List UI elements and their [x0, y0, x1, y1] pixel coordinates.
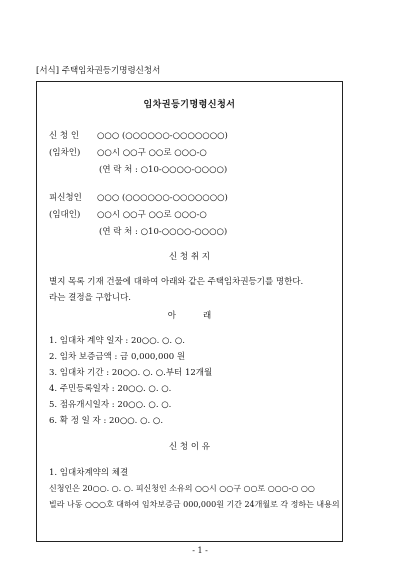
respondent-address: ○○시 ○○구 ○○로 ○○○-○ [97, 210, 207, 220]
applicant-role: (임차인) [49, 148, 81, 158]
list-item: 5. 점유개시일자 : 20○○. ○. ○. [49, 400, 172, 410]
applicant-contact: (연 락 처 : ○10-○○○○-○○○○) [99, 165, 228, 175]
purpose-text-2: 라는 결정을 구합니다. [49, 293, 132, 303]
applicant-label: 신 청 인 [49, 131, 80, 141]
reason-subheading: 1. 임대차계약의 체결 [49, 468, 129, 478]
page-number: - 1 - [192, 546, 208, 555]
document-title: 임차권등기명령신청서 [143, 100, 236, 110]
list-item: 3. 임대차 기간 : 20○○. ○. ○.부터 12개월 [49, 368, 213, 378]
list-item: 6. 확 정 일 자 : 20○○. ○. ○. [49, 416, 164, 426]
purpose-text-1: 별지 목록 기재 건물에 대하여 아래와 같은 주택임차권등기를 명한다. [49, 277, 304, 287]
reason-text-1: 신청인은 20○○. ○. ○. 피신청인 소유의 ○○시 ○○구 ○○로 ○○○-○ ○○ [49, 484, 315, 493]
reason-heading: 신 청 이 유 [169, 442, 210, 452]
document-frame [36, 81, 343, 542]
respondent-contact: (연 락 처 : ○10-○○○○-○○○○) [99, 227, 228, 237]
below-heading: 아 래 [167, 311, 212, 321]
respondent-name: ○○○ (○○○○○○-○○○○○○○) [97, 193, 228, 203]
applicant-name: ○○○ (○○○○○○-○○○○○○○) [97, 131, 228, 141]
purpose-heading: 신 청 취 지 [169, 252, 210, 262]
list-item: 1. 임대차 계약 일자 : 20○○. ○. ○. [49, 336, 185, 346]
respondent-label: 피신청인 [49, 193, 82, 203]
reason-text-2: 빌라 나동 ○○○호 대하여 임차보증금 000,000원 기간 24개월로 각 정하는 내용의 [49, 500, 340, 509]
form-label: [서식] 주택임차권등기명령신청서 [36, 66, 161, 76]
applicant-address: ○○시 ○○구 ○○로 ○○○-○ [97, 148, 207, 158]
list-item: 2. 임차 보증금액 : 금 0,000,000 원 [49, 352, 186, 362]
list-item: 4. 주민등록일자 : 20○○. ○. ○. [49, 384, 172, 394]
respondent-role: (임대인) [49, 210, 81, 220]
